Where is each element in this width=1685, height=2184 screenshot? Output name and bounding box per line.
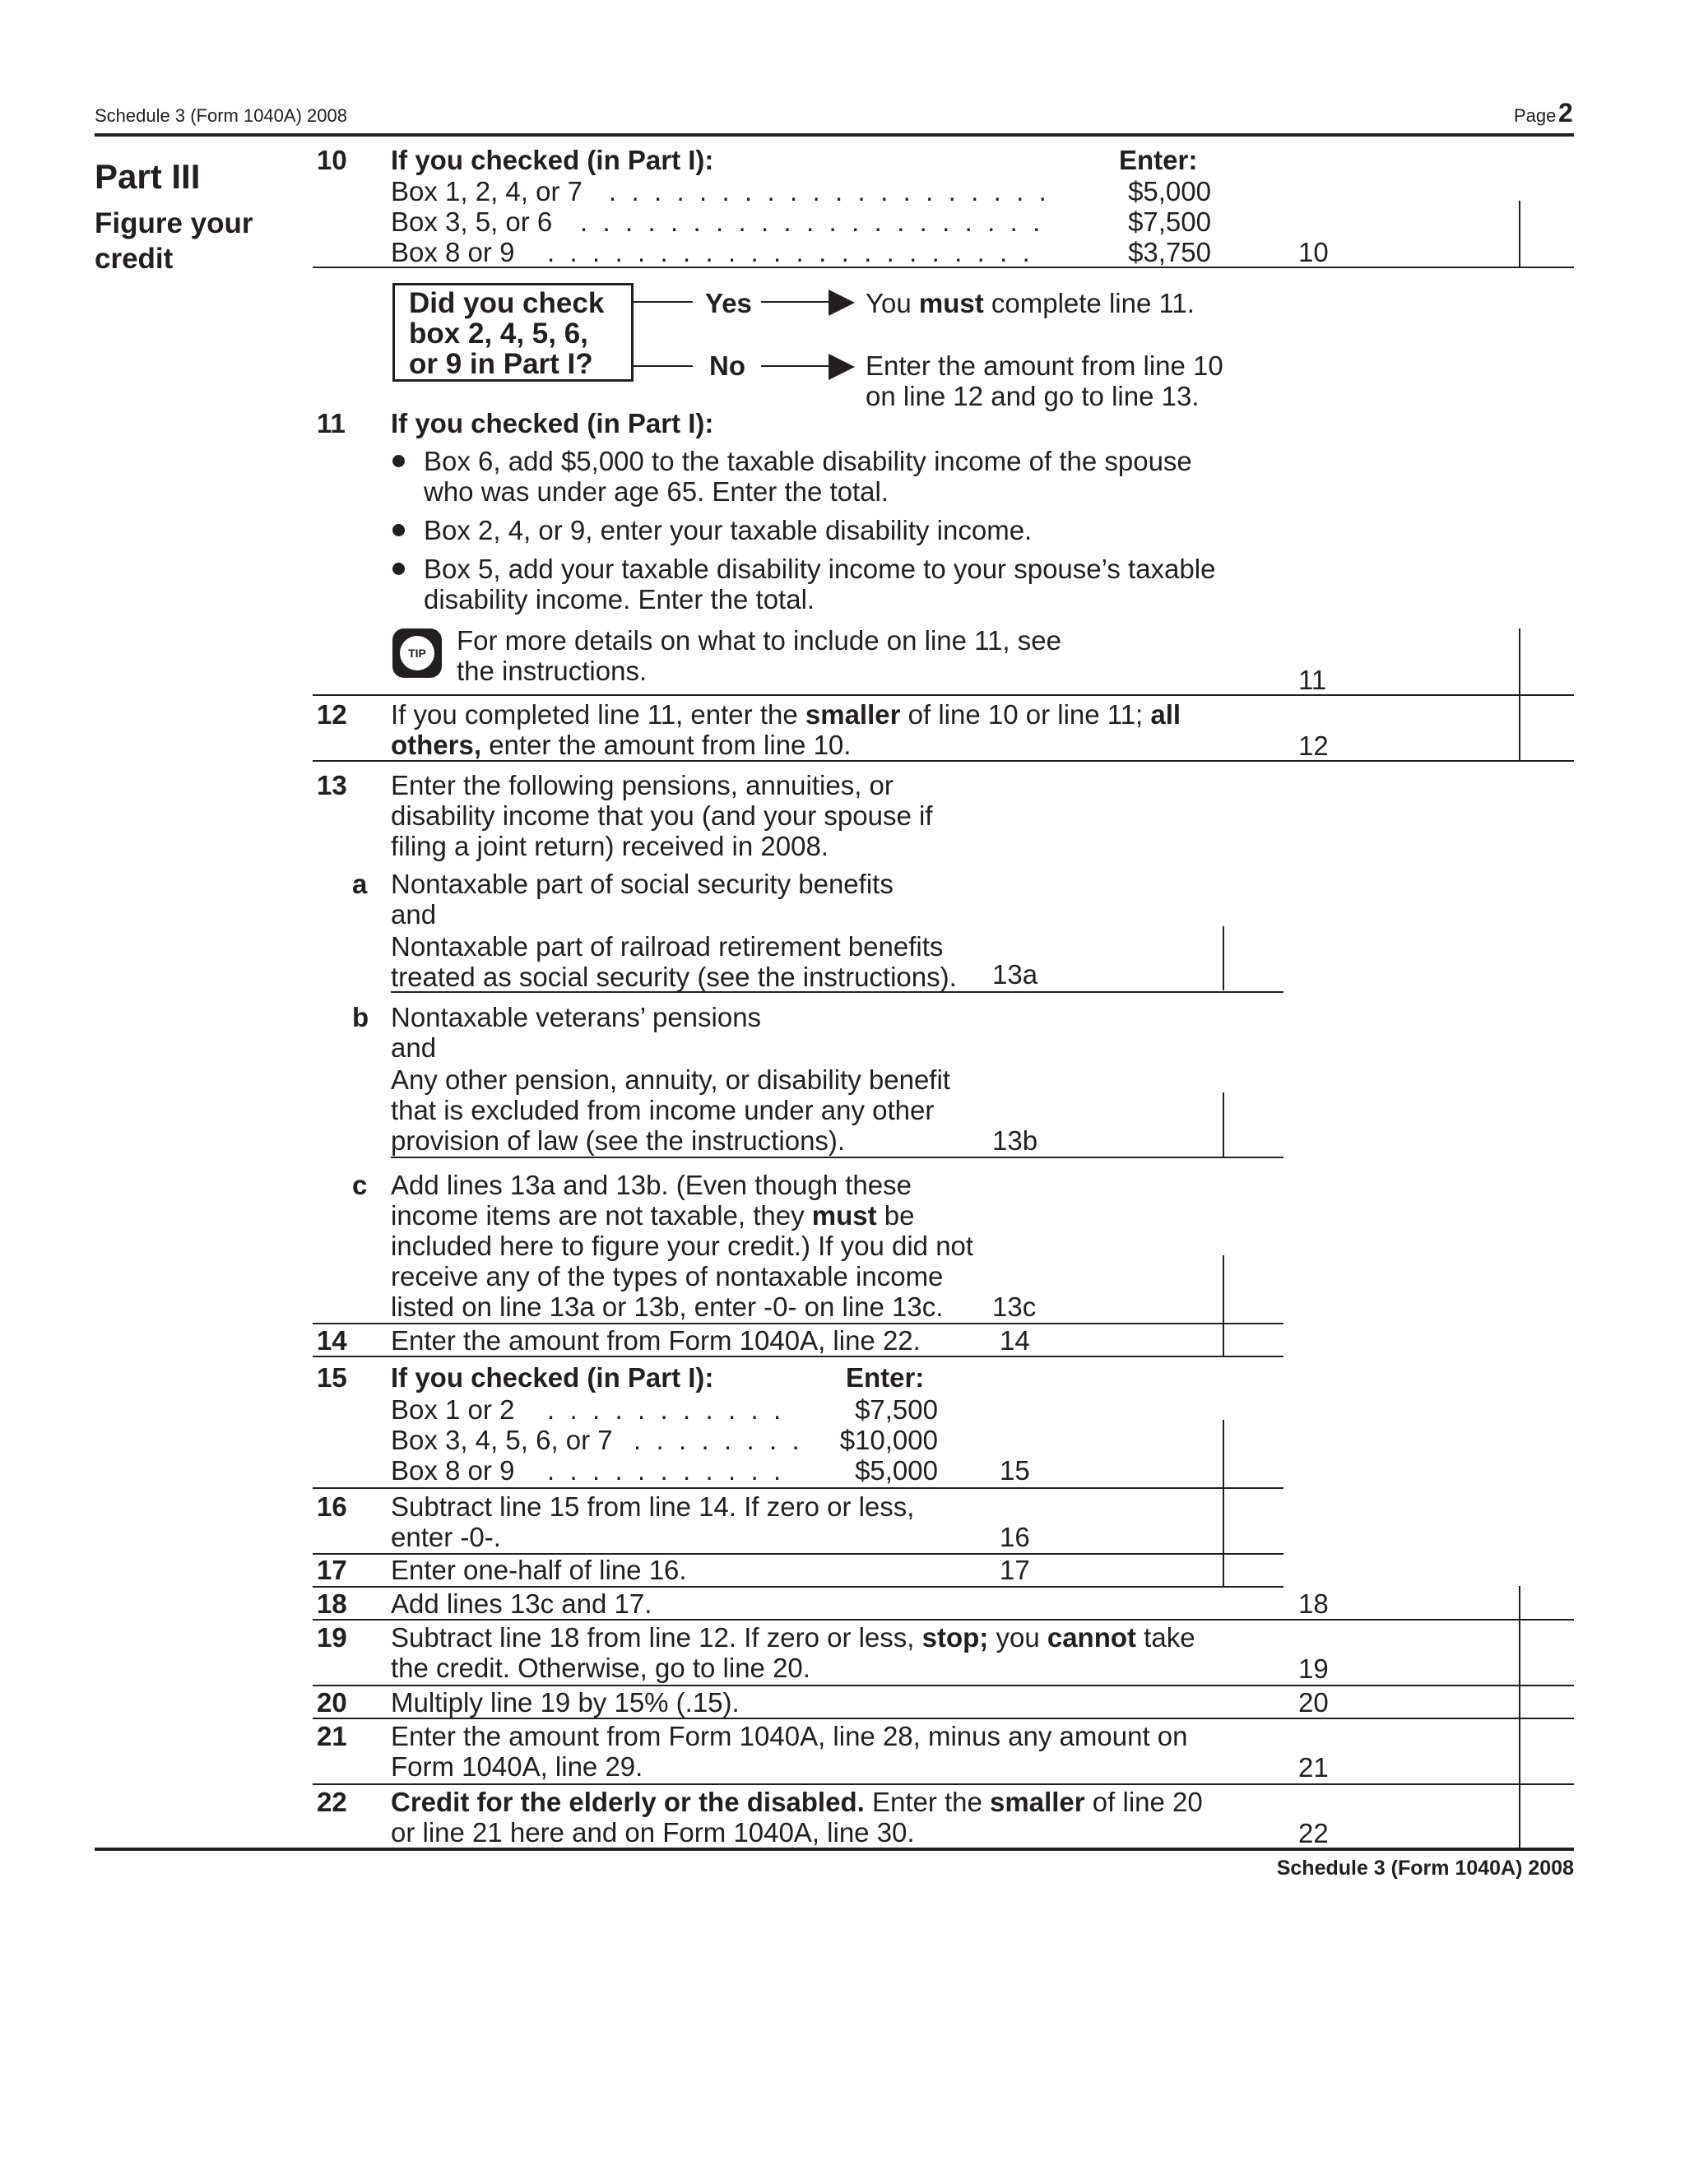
line13b-text-1: Nontaxable veterans’ pensions — [391, 1002, 762, 1032]
line15-row-3-amount: $5,000 — [855, 1455, 938, 1486]
box-divider-22 — [1519, 1783, 1520, 1849]
line13c-text-3: included here to figure your credit.) If you did not — [391, 1231, 974, 1261]
no-arrow-icon — [829, 354, 855, 380]
line-number-22: 22 — [317, 1787, 347, 1817]
line15-row-2-label: Box 3, 4, 5, 6, or 7 — [391, 1425, 613, 1455]
line19-box-label: 19 — [1298, 1653, 1329, 1684]
line20-rule — [313, 1718, 1574, 1719]
line13b-rule — [391, 1157, 1283, 1158]
box-divider-16 — [1223, 1487, 1224, 1553]
line-number-14: 14 — [317, 1325, 347, 1356]
decision-no-text-2: on line 12 and go to line 13. — [866, 381, 1200, 411]
line13b-text-4: that is excluded from income under any other — [391, 1095, 935, 1125]
line10-row-2-leader: . . . . . . . . . . . . . . . . . . . . . — [580, 206, 1041, 237]
line-number-12: 12 — [317, 699, 347, 730]
box-divider-21 — [1519, 1718, 1520, 1783]
line10-row-1-amount: $5,000 — [1128, 176, 1211, 206]
line15-row-2-leader: . . . . . . . . — [634, 1425, 800, 1455]
line13a-text-4: treated as social security (see the instructions). — [391, 962, 957, 992]
footer-form-name: Schedule 3 (Form 1040A) 2008 — [1276, 1857, 1574, 1880]
line21-text-1: Enter the amount from Form 1040A, line 28, minus any amount on — [391, 1721, 1188, 1751]
box-divider-18 — [1519, 1586, 1520, 1619]
box-divider-11 — [1519, 628, 1520, 694]
decision-question-2: box 2, 4, 5, 6, — [409, 318, 588, 350]
line15-heading: If you checked (in Part I): — [391, 1362, 714, 1393]
footer-rule — [95, 1848, 1574, 1851]
line15-row-1-amount: $7,500 — [855, 1394, 938, 1425]
line-number-11: 11 — [317, 408, 346, 438]
line-number-10: 10 — [317, 145, 347, 175]
line11-rule — [313, 694, 1574, 696]
line21-rule — [313, 1783, 1574, 1785]
decision-question-1: Did you check — [409, 287, 605, 319]
part-subtitle-1: Figure your — [95, 207, 253, 239]
line13c-rule — [313, 1323, 1283, 1324]
line17-box-label: 17 — [1000, 1555, 1030, 1585]
line11-bullet-1b: who was under age 65. Enter the total. — [424, 476, 889, 507]
line22-text-2: or line 21 here and on Form 1040A, line 30. — [391, 1817, 915, 1848]
line-number-20: 20 — [317, 1687, 347, 1718]
line10-row-2-amount: $7,500 — [1128, 206, 1211, 237]
decision-no-text-1: Enter the amount from line 10 — [866, 350, 1223, 381]
line10-rule — [313, 267, 1574, 268]
header-form-name: Schedule 3 (Form 1040A) 2008 — [95, 105, 347, 126]
line15-rule — [313, 1487, 1283, 1489]
bullet-icon — [392, 524, 405, 536]
decision-yes-text: You must complete line 11. — [866, 288, 1195, 318]
line14-text: Enter the amount from Form 1040A, line 22. — [391, 1325, 921, 1356]
line21-text-2: Form 1040A, line 29. — [391, 1751, 643, 1782]
line13a-letter: a — [352, 869, 368, 899]
box-divider-13b — [1223, 1092, 1224, 1157]
line19-text-1: Subtract line 18 from line 12. If zero or less, stop; you cannot take — [391, 1622, 1195, 1653]
box-divider-12 — [1519, 694, 1520, 760]
part-subtitle-2: credit — [95, 243, 174, 275]
box-divider-17 — [1223, 1553, 1224, 1586]
line13b-box-label: 13b — [992, 1125, 1038, 1156]
line18-text: Add lines 13c and 17. — [391, 1588, 652, 1619]
yes-arrow-icon — [829, 290, 855, 316]
line13c-text-4: receive any of the types of nontaxable income — [391, 1261, 944, 1291]
line13a-text-2: and — [391, 899, 437, 930]
line13a-text-1: Nontaxable part of social security benefits — [391, 869, 894, 899]
line13-intro-1: Enter the following pensions, annuities, or — [391, 770, 894, 800]
line13b-text-3: Any other pension, annuity, or disability benefit — [391, 1064, 950, 1095]
line10-heading: If you checked (in Part I): — [391, 145, 714, 175]
line15-row-3-leader: . . . . . . . . . . . — [547, 1455, 782, 1486]
line11-box-label: 11 — [1298, 665, 1327, 695]
box-divider-15 — [1223, 1420, 1224, 1487]
line15-row-1-leader: . . . . . . . . . . . — [547, 1394, 782, 1425]
line11-heading: If you checked (in Part I): — [391, 408, 714, 438]
line13a-text-3: Nontaxable part of railroad retirement benefits — [391, 931, 944, 962]
box-divider-13a — [1223, 926, 1224, 990]
line13c-box-label: 13c — [992, 1291, 1037, 1322]
line15-enter-label: Enter: — [846, 1362, 925, 1393]
line13c-text-1: Add lines 13a and 13b. (Even though these — [391, 1170, 912, 1200]
line-number-15: 15 — [317, 1362, 347, 1393]
line11-bullet-3a: Box 5, add your taxable disability income to your spouse’s taxable — [424, 554, 1216, 584]
line13b-text-2: and — [391, 1032, 437, 1063]
line22-text-1: Credit for the elderly or the disabled. Enter the smaller of line 20 — [391, 1787, 1203, 1817]
line18-box-label: 18 — [1298, 1588, 1329, 1619]
line15-row-1-label: Box 1 or 2 — [391, 1394, 515, 1425]
box-divider-13c — [1223, 1255, 1224, 1323]
header-page-label: Page — [1514, 105, 1557, 126]
line11-bullet-3b: disability income. Enter the total. — [424, 584, 815, 614]
line14-rule — [313, 1356, 1283, 1357]
box-divider-14 — [1223, 1323, 1224, 1356]
line-number-19: 19 — [317, 1622, 347, 1653]
line17-rule — [313, 1586, 1283, 1588]
header-page-number: 2 — [1558, 98, 1573, 128]
line10-row-2-label: Box 3, 5, or 6 — [391, 206, 553, 237]
line13c-letter: c — [352, 1170, 368, 1200]
part-title: Part III — [95, 157, 201, 196]
line-number-18: 18 — [317, 1588, 347, 1619]
no-arrow-shaft — [761, 365, 829, 367]
line19-text-2: the credit. Otherwise, go to line 20. — [391, 1653, 810, 1683]
decision-no-label: No — [709, 350, 745, 381]
line12-text-1: If you completed line 11, enter the smaller of line 10 or line 11; all — [391, 699, 1181, 730]
line10-row-3-label: Box 8 or 9 — [391, 237, 515, 267]
line18-rule — [313, 1619, 1574, 1621]
box-divider-10 — [1519, 201, 1520, 267]
line13a-box-label: 13a — [992, 959, 1038, 990]
line-number-17: 17 — [317, 1555, 347, 1585]
line15-row-2-amount: $10,000 — [839, 1425, 938, 1455]
line13c-text-2: income items are not taxable, they must be — [391, 1200, 915, 1231]
line14-box-label: 14 — [1000, 1325, 1030, 1356]
line11-bullet-1a: Box 6, add $5,000 to the taxable disability income of the spouse — [424, 446, 1192, 476]
line10-enter-label: Enter: — [1119, 145, 1198, 175]
decision-yes-label: Yes — [705, 288, 752, 318]
yes-arrow-shaft — [761, 301, 829, 303]
bullet-icon — [392, 563, 405, 575]
box-divider-19 — [1519, 1619, 1520, 1685]
line13-intro-3: filing a joint return) received in 2008. — [391, 831, 829, 861]
line12-rule — [313, 760, 1574, 762]
decision-question-3: or 9 in Part I? — [409, 348, 593, 380]
box-divider-20 — [1519, 1685, 1520, 1718]
line13c-text-5: listed on line 13a or 13b, enter -0- on line 13c. — [391, 1291, 944, 1322]
line16-box-label: 16 — [1000, 1522, 1030, 1552]
line10-row-3-leader: . . . . . . . . . . . . . . . . . . . . . . — [547, 237, 1030, 267]
line11-bullet-2: Box 2, 4, or 9, enter your taxable disability income. — [424, 515, 1033, 545]
line11-tip-1: For more details on what to include on line 11, see — [457, 625, 1061, 656]
line10-row-3-amount: $3,750 — [1128, 237, 1211, 267]
line-number-13: 13 — [317, 770, 347, 800]
line20-box-label: 20 — [1298, 1687, 1329, 1718]
line16-text-2: enter -0-. — [391, 1522, 501, 1552]
line10-box-label: 10 — [1298, 237, 1329, 267]
line10-row-1-label: Box 1, 2, 4, or 7 — [391, 176, 583, 206]
bullet-icon — [392, 455, 405, 467]
tip-icon: TIP — [392, 628, 442, 678]
line21-box-label: 21 — [1298, 1752, 1329, 1783]
line16-text-1: Subtract line 15 from line 14. If zero or less, — [391, 1491, 915, 1522]
yes-connector — [634, 301, 693, 303]
line13b-letter: b — [352, 1002, 369, 1032]
line12-box-label: 12 — [1298, 730, 1329, 761]
line15-row-3-label: Box 8 or 9 — [391, 1455, 515, 1486]
line10-row-1-leader: . . . . . . . . . . . . . . . . . . . . — [609, 176, 1047, 206]
line19-rule — [313, 1685, 1574, 1686]
line11-tip-2: the instructions. — [457, 656, 648, 686]
line13a-rule — [391, 991, 1283, 993]
line20-text: Multiply line 19 by 15% (.15). — [391, 1687, 740, 1718]
line-number-21: 21 — [317, 1721, 347, 1751]
line13-intro-2: disability income that you (and your spouse if — [391, 800, 933, 831]
header-rule — [95, 133, 1574, 137]
line13b-text-5: provision of law (see the instructions). — [391, 1125, 846, 1156]
no-connector — [634, 365, 693, 367]
line17-text: Enter one-half of line 16. — [391, 1555, 687, 1585]
line22-box-label: 22 — [1298, 1818, 1329, 1848]
line-number-16: 16 — [317, 1491, 347, 1522]
line12-text-2: others, enter the amount from line 10. — [391, 730, 852, 760]
line15-box-label: 15 — [1000, 1455, 1030, 1486]
